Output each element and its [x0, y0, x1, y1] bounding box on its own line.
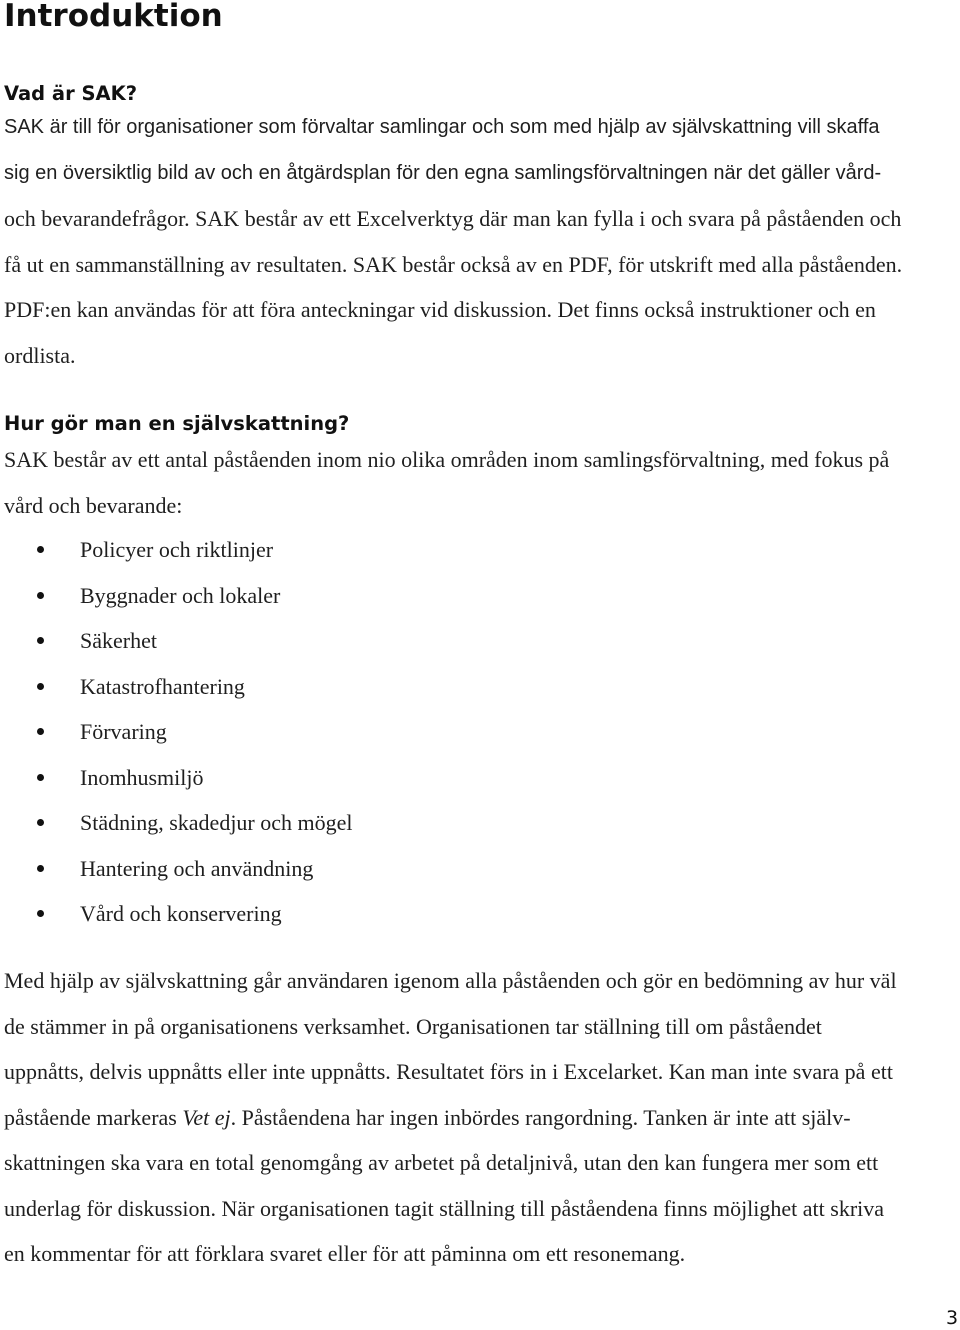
list-item: [0, 573, 900, 619]
bullet-icon: [37, 865, 44, 872]
text-line: sig en översiktlig bild av och en åtgärdsplan för den egna samlingsförvaltningen när det gäller vård-: [4, 161, 882, 184]
intro-paragraph: [4, 105, 954, 378]
text-line: underlag för diskussion. När organisationen tagit ställning till påståendena finns möjlighet att skriva: [4, 1195, 885, 1221]
text-line: och bevarandefrågor. SAK består av ett Excelverktyg där man kan fylla i och svara på påståenden och: [4, 206, 902, 231]
list-item: [0, 709, 900, 755]
bullet-icon: [37, 637, 44, 644]
bullet-icon: [37, 683, 44, 690]
bullet-icon: [37, 592, 44, 599]
closing-paragraph: [4, 958, 954, 1277]
areas-list: [0, 527, 900, 937]
page-title: Introduktion: [4, 0, 223, 34]
list-item-label: Policyer och riktlinjer: [80, 537, 274, 562]
list-item-label: Inomhusmiljö: [80, 764, 204, 790]
bullet-icon: [37, 910, 44, 917]
section-heading-what-is-sak: Vad är SAK?: [4, 82, 138, 105]
text-fragment: . Påståendena har ingen inbördes rangordning. Tanken är inte att själv-: [230, 1104, 851, 1130]
text-line: ordlista.: [4, 342, 76, 368]
list-item-label: Säkerhet: [80, 628, 157, 653]
bullet-icon: [37, 819, 44, 826]
text-line: en kommentar för att förklara svaret eller för att påminna om ett resonemang.: [4, 1241, 686, 1266]
list-item: [0, 527, 900, 573]
text-line: de stämmer in på organisationens verksamhet. Organisationen tar ställning till om påståendet: [4, 1013, 822, 1039]
bullet-icon: [37, 546, 44, 553]
text-line: skattningen ska vara en total genomgång av arbetet på detaljnivå, utan den kan fungera mer som ett: [4, 1150, 879, 1175]
list-item: [0, 846, 900, 892]
text-line: PDF:en kan användas för att föra anteckningar vid diskussion. Det finns också instruktioner och en: [4, 297, 876, 322]
page-number: 3: [946, 1307, 959, 1329]
list-item-label: Byggnader och lokaler: [80, 582, 281, 608]
text-line: vård och bevarande:: [4, 492, 183, 518]
emphasis-vet-ej: Vet ej: [182, 1104, 231, 1130]
section-heading-how-to: Hur gör man en självskattning?: [4, 412, 350, 435]
list-item: [0, 891, 900, 937]
list-item-label: Katastrofhantering: [80, 673, 245, 699]
list-item-label: Städning, skadedjur och mögel: [80, 810, 353, 835]
text-line: få ut en sammanställning av resultaten. SAK består också av en PDF, för utskrift med alla påståenden.: [4, 251, 903, 277]
text-line: SAK är till för organisationer som förvaltar samlingar och som med hjälp av självskattning vill skaffa: [4, 116, 880, 138]
list-item-label: Förvaring: [80, 719, 167, 744]
list-item-label: Vård och konservering: [80, 901, 282, 926]
list-item: [0, 618, 900, 664]
list-item: [0, 755, 900, 801]
text-fragment: påstående markeras: [4, 1104, 183, 1130]
bullet-icon: [37, 774, 44, 781]
bullet-icon: [37, 728, 44, 735]
text-line: SAK består av ett antal påståenden inom nio olika områden inom samlingsförvaltning, med fokus på: [4, 447, 890, 472]
text-line-with-emphasis: [4, 1095, 954, 1141]
text-line: Med hjälp av självskattning går användaren igenom alla påståenden och gör en bedömning av hur väl: [4, 968, 897, 993]
list-item: [0, 664, 900, 710]
list-item-label: Hantering och användning: [80, 855, 314, 881]
text-line: uppnåtts, delvis uppnåtts eller inte uppnåtts. Resultatet förs in i Excelarket. Kan man inte svara på ett: [4, 1059, 893, 1084]
how-paragraph: [4, 437, 954, 528]
list-item: [0, 800, 900, 846]
